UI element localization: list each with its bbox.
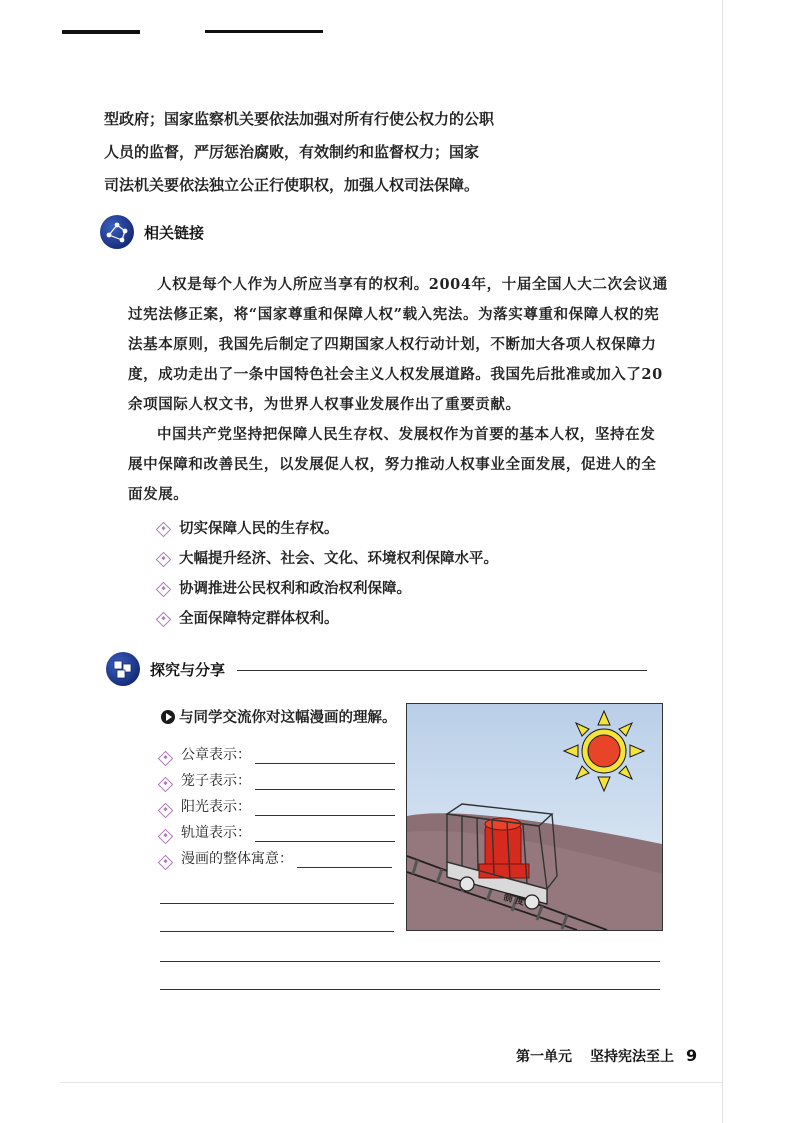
body-paragraph: 人权是每个人作为人所应当享有的权利。2004年，十届全国人大二次会议通过宪法修正案，将“国家尊重和保障人权”载入宪法。为落实尊重和保障人权的宪法基本原则，我国先后制定了四期国家人权行动计划，不断加大各项人权保障力度，成功走出了一条中国特色社会主义人权发展道路。我国先后批准或加入了20余项国际人权文书，为世界人权事业发展作出了重要贡献。 [128,276,668,413]
fill-in-row [160,764,395,790]
fill-in-row [160,842,395,868]
svg-text:制 度: 制 度 [502,893,526,909]
answer-blank[interactable] [160,961,660,962]
answer-blank[interactable] [160,989,660,990]
fill-label: 阳光表示： [181,799,251,815]
intro-paragraph [104,103,544,202]
fill-label: 轨道表示： [181,825,251,841]
diamond-bullet-icon [156,551,172,567]
header-rule [205,30,323,33]
fill-in-list [160,738,395,868]
header-rule [62,30,140,34]
prompt-text: 与同学交流你对这幅漫画的理解。 [179,710,397,726]
body-paragraph: 中国共产党坚持把保障人民生存权、发展权作为首要的基本人权，坚持在发展中保障和改善民生，以发展促人权，努力推动人权事业全面发展，促进人的全面发展。 [128,426,657,503]
list-item [158,604,668,634]
unit-label: 第一单元 [516,1049,572,1065]
discussion-prompt [161,706,397,727]
list-item-text: 切实保障人民的生存权。 [179,520,339,537]
list-item [158,574,668,604]
fill-label: 漫画的整体寓意： [181,851,293,867]
answer-blank[interactable] [255,747,395,764]
list-item-text: 协调推进公民权利和政治权利保障。 [179,580,411,597]
section-title: 探究与分享 [150,660,226,679]
fill-in-row [160,790,395,816]
bullet-list [158,514,668,634]
related-link-header [100,215,204,249]
list-item-text: 大幅提升经济、社会、文化、环境权利保障水平。 [179,550,498,567]
intro-line: 型政府；国家监察机关要依法加强对所有行使公权力的公职 [104,110,495,128]
page-edge [60,1082,722,1083]
list-item [158,514,668,544]
page-footer [516,1046,697,1066]
intro-line: 人员的监督，严厉惩治腐败，有效制约和监督权力；国家 [104,143,480,161]
unit-title: 坚持宪法至上 [590,1049,674,1065]
sun-icon [564,711,644,791]
page-edge [722,0,723,1123]
fill-label: 公章表示： [181,747,251,763]
cartoon-illustration [406,703,663,931]
related-link-body [128,270,668,634]
network-icon [100,215,134,249]
list-item [158,544,668,574]
fill-in-row [160,738,395,764]
diamond-bullet-icon [156,581,172,597]
diamond-bullet-icon [156,611,172,627]
answer-blank[interactable] [160,931,394,932]
page-number: 9 [686,1046,698,1065]
answer-blank[interactable] [297,851,392,868]
section-title: 相关链接 [144,223,205,242]
diamond-bullet-icon [156,521,172,537]
section-rule [237,670,647,672]
answer-blank[interactable] [160,903,394,904]
list-item-text: 全面保障特定群体权利。 [179,610,339,627]
answer-blank[interactable] [255,799,395,816]
diamond-bullet-icon [158,855,174,871]
fill-in-row [160,816,395,842]
play-icon [161,710,175,724]
cubes-icon [106,652,140,686]
intro-line: 司法机关要依法独立公正行使职权，加强人权司法保障。 [104,176,480,194]
explore-share-header [106,652,647,686]
answer-blank[interactable] [255,825,395,842]
fill-label: 笼子表示： [181,773,251,789]
answer-blank[interactable] [255,773,395,790]
